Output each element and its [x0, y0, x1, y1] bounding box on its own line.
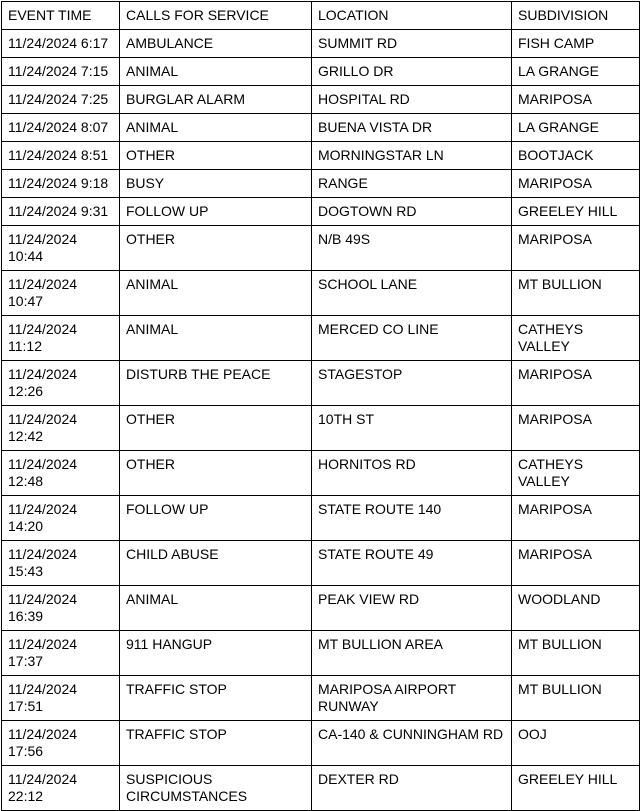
location-cell: HORNITOS RD: [312, 451, 512, 496]
subdivision-cell: MARIPOSA: [512, 226, 640, 271]
table-row: [2, 406, 640, 451]
table-row: [2, 361, 640, 406]
table-row: [2, 114, 640, 142]
subdivision-cell: MARIPOSA: [512, 361, 640, 406]
location-cell: GRILLO DR: [312, 58, 512, 86]
header-location: LOCATION: [312, 2, 512, 30]
event-time-cell: 11/24/2024 12:48: [2, 451, 120, 496]
location-cell: DOGTOWN RD: [312, 198, 512, 226]
table-row: [2, 586, 640, 631]
table-row: [2, 316, 640, 361]
subdivision-cell: CATHEYS VALLEY: [512, 316, 640, 361]
call-type-cell: CHILD ABUSE: [120, 541, 312, 586]
event-time-cell: 11/24/2024 17:51: [2, 676, 120, 721]
subdivision-cell: MARIPOSA: [512, 170, 640, 198]
call-type-cell: OTHER: [120, 142, 312, 170]
table-row: [2, 721, 640, 766]
location-cell: PEAK VIEW RD: [312, 586, 512, 631]
event-time-cell: 11/24/2024 16:39: [2, 586, 120, 631]
subdivision-cell: GREELEY HILL: [512, 198, 640, 226]
table-row: [2, 271, 640, 316]
subdivision-cell: FISH CAMP: [512, 30, 640, 58]
table-row: [2, 226, 640, 271]
table-row: [2, 631, 640, 676]
subdivision-cell: MT BULLION: [512, 676, 640, 721]
event-time-cell: 11/24/2024 7:25: [2, 86, 120, 114]
event-time-cell: 11/24/2024 15:43: [2, 541, 120, 586]
location-cell: MERCED CO LINE: [312, 316, 512, 361]
event-time-cell: 11/24/2024 9:18: [2, 170, 120, 198]
table-row: [2, 30, 640, 58]
subdivision-cell: MT BULLION: [512, 271, 640, 316]
location-cell: HOSPITAL RD: [312, 86, 512, 114]
subdivision-cell: LA GRANGE: [512, 114, 640, 142]
subdivision-cell: CATHEYS VALLEY: [512, 451, 640, 496]
header-row: [2, 2, 640, 30]
location-cell: DEXTER RD: [312, 766, 512, 811]
call-type-cell: TRAFFIC STOP: [120, 721, 312, 766]
event-time-cell: 11/24/2024 17:56: [2, 721, 120, 766]
event-time-cell: 11/24/2024 10:44: [2, 226, 120, 271]
call-type-cell: OTHER: [120, 451, 312, 496]
event-time-cell: 11/24/2024 8:51: [2, 142, 120, 170]
subdivision-cell: MARIPOSA: [512, 86, 640, 114]
location-cell: SUMMIT RD: [312, 30, 512, 58]
subdivision-cell: MARIPOSA: [512, 496, 640, 541]
call-type-cell: SUSPICIOUS CIRCUMSTANCES: [120, 766, 312, 811]
call-type-cell: BUSY: [120, 170, 312, 198]
call-type-cell: FOLLOW UP: [120, 496, 312, 541]
header-calls-for-service: CALLS FOR SERVICE: [120, 2, 312, 30]
call-type-cell: ANIMAL: [120, 586, 312, 631]
table-row: [2, 170, 640, 198]
location-cell: SCHOOL LANE: [312, 271, 512, 316]
event-time-cell: 11/24/2024 14:20: [2, 496, 120, 541]
call-type-cell: ANIMAL: [120, 58, 312, 86]
header-subdivision: SUBDIVISION: [512, 2, 640, 30]
subdivision-cell: OOJ: [512, 721, 640, 766]
location-cell: MARIPOSA AIRPORT RUNWAY: [312, 676, 512, 721]
subdivision-cell: BOOTJACK: [512, 142, 640, 170]
table-row: [2, 198, 640, 226]
table-row: [2, 676, 640, 721]
location-cell: BUENA VISTA DR: [312, 114, 512, 142]
subdivision-cell: MT BULLION: [512, 631, 640, 676]
call-type-cell: OTHER: [120, 406, 312, 451]
call-type-cell: 911 HANGUP: [120, 631, 312, 676]
table-row: [2, 496, 640, 541]
table-row: [2, 86, 640, 114]
location-cell: RANGE: [312, 170, 512, 198]
event-time-cell: 11/24/2024 11:12: [2, 316, 120, 361]
calls-for-service-table: [1, 1, 640, 811]
call-type-cell: ANIMAL: [120, 114, 312, 142]
subdivision-cell: WOODLAND: [512, 586, 640, 631]
event-time-cell: 11/24/2024 6:17: [2, 30, 120, 58]
event-time-cell: 11/24/2024 10:47: [2, 271, 120, 316]
call-type-cell: FOLLOW UP: [120, 198, 312, 226]
location-cell: N/B 49S: [312, 226, 512, 271]
call-type-cell: AMBULANCE: [120, 30, 312, 58]
event-time-cell: 11/24/2024 12:42: [2, 406, 120, 451]
table-row: [2, 142, 640, 170]
call-type-cell: OTHER: [120, 226, 312, 271]
location-cell: MORNINGSTAR LN: [312, 142, 512, 170]
call-type-cell: TRAFFIC STOP: [120, 676, 312, 721]
event-time-cell: 11/24/2024 17:37: [2, 631, 120, 676]
header-event-time: EVENT TIME: [2, 2, 120, 30]
subdivision-cell: MARIPOSA: [512, 541, 640, 586]
call-type-cell: DISTURB THE PEACE: [120, 361, 312, 406]
table-row: [2, 451, 640, 496]
table-row: [2, 766, 640, 811]
call-type-cell: ANIMAL: [120, 316, 312, 361]
call-type-cell: ANIMAL: [120, 271, 312, 316]
location-cell: 10TH ST: [312, 406, 512, 451]
event-time-cell: 11/24/2024 12:26: [2, 361, 120, 406]
location-cell: STATE ROUTE 140: [312, 496, 512, 541]
location-cell: STATE ROUTE 49: [312, 541, 512, 586]
subdivision-cell: GREELEY HILL: [512, 766, 640, 811]
subdivision-cell: LA GRANGE: [512, 58, 640, 86]
event-time-cell: 11/24/2024 22:12: [2, 766, 120, 811]
location-cell: MT BULLION AREA: [312, 631, 512, 676]
table-row: [2, 58, 640, 86]
subdivision-cell: MARIPOSA: [512, 406, 640, 451]
call-type-cell: BURGLAR ALARM: [120, 86, 312, 114]
table-row: [2, 541, 640, 586]
event-time-cell: 11/24/2024 7:15: [2, 58, 120, 86]
event-time-cell: 11/24/2024 8:07: [2, 114, 120, 142]
location-cell: CA-140 & CUNNINGHAM RD: [312, 721, 512, 766]
location-cell: STAGESTOP: [312, 361, 512, 406]
event-time-cell: 11/24/2024 9:31: [2, 198, 120, 226]
